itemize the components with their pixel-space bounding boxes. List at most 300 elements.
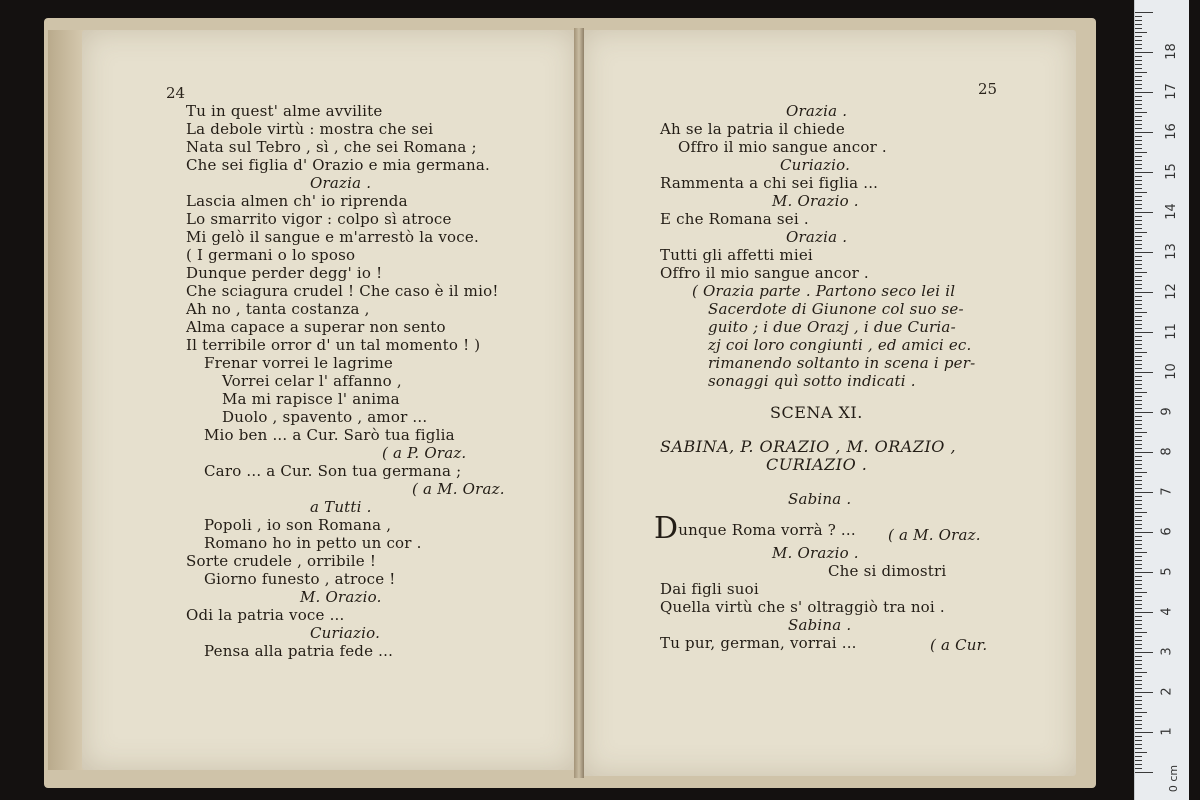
left-page-text-line (222, 390, 400, 408)
ruler-tick (1135, 396, 1142, 397)
ruler-tick (1135, 476, 1142, 477)
ruler-tick (1135, 200, 1142, 201)
left-page-text-line (300, 588, 382, 606)
ruler-tick (1135, 472, 1147, 473)
ruler-tick (1135, 560, 1142, 561)
ruler-tick (1135, 316, 1142, 317)
ruler-tick (1135, 128, 1142, 129)
ruler-number: 5 (1159, 567, 1175, 576)
ruler-tick (1135, 588, 1142, 589)
ruler-unit-label: 0 cm (1167, 764, 1181, 793)
ruler-number: 1 (1159, 727, 1175, 736)
ruler-tick (1135, 584, 1142, 585)
right-page-text-line (708, 300, 964, 318)
ruler-tick (1135, 720, 1142, 721)
right-page-text-line (786, 102, 847, 120)
ruler-tick (1135, 504, 1142, 505)
ruler-tick (1135, 112, 1147, 113)
ruler-tick (1135, 760, 1142, 761)
ruler-tick (1135, 220, 1142, 221)
ruler-number: 18 (1163, 43, 1179, 60)
left-page-number: 24 (166, 84, 186, 102)
ruler-tick (1135, 332, 1153, 333)
line-text: sonaggi quì sotto indicati . (708, 372, 916, 390)
left-page-text-line (310, 174, 371, 192)
line-text: ( a P. Oraz. (382, 444, 467, 462)
right-page-text-line (708, 354, 975, 372)
ruler-tick (1135, 280, 1142, 281)
ruler-tick (1135, 56, 1142, 57)
ruler-tick (1135, 264, 1142, 265)
ruler-tick (1135, 172, 1153, 173)
ruler-tick (1135, 704, 1142, 705)
ruler-tick (1135, 756, 1142, 757)
ruler-tick (1135, 380, 1142, 381)
ruler-number: 2 (1159, 687, 1175, 696)
ruler-tick (1135, 516, 1142, 517)
ruler-tick (1135, 480, 1142, 481)
ruler-tick (1135, 216, 1142, 217)
ruler-tick (1135, 464, 1142, 465)
ruler-tick (1135, 572, 1153, 573)
ruler-tick (1135, 668, 1142, 669)
line-text: Offro il mio sangue ancor . (678, 138, 887, 156)
line-text: E che Romana sei . (660, 210, 809, 228)
ruler-tick (1135, 768, 1142, 769)
ruler-tick (1135, 256, 1142, 257)
ruler-tick (1135, 508, 1142, 509)
ruler-tick (1135, 636, 1142, 637)
ruler-tick (1135, 708, 1142, 709)
ruler-tick (1135, 540, 1142, 541)
line-text: Orazia . (786, 228, 848, 246)
ruler-tick (1135, 528, 1142, 529)
line-text: Frenar vorrei le lagrime (204, 354, 393, 372)
line-text: Lo smarrito vigor : colpo sì atroce (186, 210, 452, 228)
ruler-tick (1135, 168, 1142, 169)
ruler-tick (1135, 700, 1142, 701)
right-page-text-line (828, 562, 946, 580)
ruler-tick (1135, 412, 1153, 413)
ruler-tick (1135, 24, 1142, 25)
right-page-text-line (660, 264, 869, 282)
left-page-text-line (204, 354, 393, 372)
line-text: Che sei figlia d' Orazio e mia germana. (186, 156, 490, 174)
ruler-tick (1135, 736, 1142, 737)
ruler-tick (1135, 376, 1142, 377)
ruler-tick (1135, 240, 1142, 241)
left-page-text-line (204, 516, 391, 534)
left-page-text-line (186, 282, 499, 300)
ruler-tick (1135, 652, 1153, 653)
ruler-tick (1135, 336, 1142, 337)
ruler-tick (1135, 192, 1147, 193)
line-text: Nata sul Tebro , sì , che sei Romana ; (186, 138, 477, 156)
line-text: Il terribile orror d' un tal momento ! ) (186, 336, 481, 354)
drop-cap: D (654, 511, 679, 546)
ruler-tick (1135, 592, 1147, 593)
ruler-tick (1135, 100, 1142, 101)
line-text: Giorno funesto , atroce ! (204, 570, 396, 588)
ruler-number: 16 (1163, 123, 1179, 140)
right-page-text-line (708, 336, 971, 354)
line-text: Rammenta a chi sei figlia ... (660, 174, 879, 192)
ruler-number: 13 (1163, 243, 1179, 260)
line-text: guito ; i due Orazj , i due Curia- (708, 318, 956, 336)
ruler-tick (1135, 40, 1142, 41)
ruler-tick (1135, 244, 1142, 245)
ruler-tick (1135, 184, 1142, 185)
ruler-tick (1135, 420, 1142, 421)
ruler-tick (1135, 232, 1147, 233)
line-text: Caro ... a Cur. Son tua germana ; (204, 462, 462, 480)
ruler-tick (1135, 204, 1142, 205)
line-text: Tutti gli affetti miei (660, 246, 813, 264)
ruler-tick (1135, 772, 1153, 773)
line-text: Ah no , tanta costanza , (186, 300, 370, 318)
ruler-tick (1135, 352, 1147, 353)
right-page-text-line (660, 120, 845, 138)
ruler-tick (1135, 764, 1142, 765)
ruler-tick (1135, 44, 1142, 45)
ruler-tick (1135, 520, 1142, 521)
ruler-tick (1135, 676, 1142, 677)
right-page-number: 25 (978, 80, 998, 98)
ruler-tick (1135, 624, 1142, 625)
measuring-ruler (1134, 0, 1189, 800)
ruler-tick (1135, 348, 1142, 349)
line-text: M. Orazio. (300, 588, 382, 606)
line-text: Orazia . (310, 174, 372, 192)
ruler-tick (1135, 368, 1142, 369)
ruler-tick (1135, 372, 1153, 373)
left-page-text-line (310, 624, 380, 642)
ruler-tick (1135, 484, 1142, 485)
ruler-tick (1135, 92, 1153, 93)
ruler-tick (1135, 384, 1142, 385)
ruler-tick (1135, 696, 1142, 697)
ruler-tick (1135, 52, 1153, 53)
line-text: Offro il mio sangue ancor . (660, 264, 869, 282)
ruler-tick (1135, 648, 1142, 649)
ruler-tick (1135, 468, 1142, 469)
ruler-tick (1135, 20, 1142, 21)
line-text: Dai figli suoi (660, 580, 759, 598)
left-page-text-line (186, 138, 477, 156)
ruler-tick (1135, 596, 1142, 597)
ruler-number: 4 (1159, 607, 1175, 616)
ruler-tick (1135, 404, 1142, 405)
ruler-tick (1135, 16, 1142, 17)
line-text: unque Roma vorrà ? ... (678, 521, 856, 539)
line-text: ( a M. Oraz. (888, 526, 981, 544)
ruler-tick (1135, 568, 1142, 569)
ruler-tick (1135, 640, 1142, 641)
line-text: Duolo , spavento , amor ... (222, 408, 428, 426)
ruler-tick (1135, 272, 1147, 273)
ruler-tick (1135, 392, 1147, 393)
book-gutter (574, 28, 584, 778)
left-page-text-line (186, 300, 370, 318)
ruler-tick (1135, 388, 1142, 389)
line-text: ( a M. Oraz. (412, 480, 505, 498)
ruler-tick (1135, 580, 1142, 581)
right-page-text-line (660, 634, 857, 652)
right-page-text-line (660, 598, 945, 616)
ruler-tick (1135, 72, 1147, 73)
right-page-text-line (654, 511, 856, 546)
ruler-tick (1135, 524, 1142, 525)
left-page-text-line (186, 120, 433, 138)
ruler-tick (1135, 344, 1142, 345)
ruler-number: 9 (1159, 407, 1175, 416)
ruler-tick (1135, 116, 1142, 117)
line-text: Curiazio. (310, 624, 381, 642)
left-page-text-line (412, 480, 505, 498)
line-text: Ma mi rapisce l' anima (222, 390, 400, 408)
ruler-tick (1135, 180, 1142, 181)
ruler-tick (1135, 104, 1142, 105)
ruler-tick (1135, 500, 1142, 501)
right-page-text-line (788, 490, 851, 508)
ruler-tick (1135, 556, 1142, 557)
line-text: SABINA, P. ORAZIO , M. ORAZIO , (660, 437, 957, 456)
ruler-tick (1135, 312, 1147, 313)
line-text: Pensa alla patria fede ... (204, 642, 394, 660)
ruler-tick (1135, 224, 1142, 225)
right-page-text-line (772, 192, 859, 210)
left-page-text-line (186, 246, 355, 264)
ruler-tick (1135, 208, 1142, 209)
ruler-tick (1135, 740, 1142, 741)
line-text: Che sciagura crudel ! Che caso è il mio! (186, 282, 499, 300)
left-page-text-line (204, 642, 393, 660)
right-page-text-line (678, 138, 887, 156)
ruler-tick (1135, 432, 1147, 433)
left-page-text-line (186, 264, 382, 282)
ruler-tick (1135, 600, 1142, 601)
line-text: Sabina . (788, 616, 852, 634)
right-page-text-line (888, 526, 981, 544)
ruler-tick (1135, 88, 1142, 89)
ruler-tick (1135, 296, 1142, 297)
left-page-text-line (382, 444, 466, 462)
ruler-tick (1135, 408, 1142, 409)
left-page-text-line (204, 462, 461, 480)
left-page-text-line (186, 102, 382, 120)
ruler-number: 8 (1159, 447, 1175, 456)
line-text: Orazia . (786, 102, 848, 120)
ruler-tick (1135, 360, 1142, 361)
left-page-text-line (186, 552, 376, 570)
line-text: ( I germani o lo sposo (186, 246, 356, 264)
ruler-tick (1135, 132, 1153, 133)
ruler-tick (1135, 144, 1142, 145)
right-page-text-line (660, 174, 878, 192)
ruler-tick (1135, 416, 1142, 417)
ruler-tick (1135, 544, 1142, 545)
right-page-text-line (660, 246, 813, 264)
right-page-text-line (930, 636, 987, 654)
ruler-tick (1135, 340, 1142, 341)
ruler-tick (1135, 76, 1142, 77)
line-text: Curiazio. (780, 156, 851, 174)
ruler-tick (1135, 136, 1142, 137)
ruler-tick (1135, 124, 1142, 125)
ruler-tick (1135, 620, 1142, 621)
ruler-tick (1135, 444, 1142, 445)
ruler-number: 14 (1163, 203, 1179, 220)
right-page-text-line (660, 580, 759, 598)
left-page-text-line (204, 570, 396, 588)
ruler-tick (1135, 608, 1142, 609)
ruler-tick (1135, 616, 1142, 617)
ruler-tick (1135, 356, 1142, 357)
line-text: Romano ho in petto un cor . (204, 534, 422, 552)
ruler-tick (1135, 604, 1142, 605)
ruler-tick (1135, 284, 1142, 285)
line-text: zj coi loro congiunti , ed amici ec. (708, 336, 972, 354)
ruler-tick (1135, 496, 1142, 497)
ruler-tick (1135, 644, 1142, 645)
ruler-tick (1135, 292, 1153, 293)
ruler-tick (1135, 660, 1142, 661)
ruler-tick (1135, 448, 1142, 449)
ruler-tick (1135, 628, 1142, 629)
right-page-text-line (708, 318, 956, 336)
right-page-text-line (772, 544, 859, 562)
right-page-text-line (766, 456, 867, 474)
right-page-text-line (692, 282, 955, 300)
ruler-tick (1135, 744, 1142, 745)
ruler-tick (1135, 612, 1153, 613)
ruler-tick (1135, 96, 1142, 97)
ruler-tick (1135, 152, 1147, 153)
right-page-text-line (786, 228, 847, 246)
ruler-tick (1135, 664, 1142, 665)
ruler-tick (1135, 84, 1142, 85)
ruler-tick (1135, 28, 1142, 29)
ruler-tick (1135, 12, 1153, 13)
ruler-tick (1135, 548, 1142, 549)
ruler-tick (1135, 196, 1142, 197)
ruler-tick (1135, 140, 1142, 141)
right-page-text-line (780, 156, 850, 174)
ruler-tick (1135, 536, 1142, 537)
ruler-number: 12 (1163, 283, 1179, 300)
ruler-tick (1135, 320, 1142, 321)
line-text: Dunque perder degg' io ! (186, 264, 383, 282)
ruler-tick (1135, 748, 1142, 749)
ruler-tick (1135, 80, 1142, 81)
left-page-text-line (204, 534, 422, 552)
ruler-number: 17 (1163, 83, 1179, 100)
line-text: CURIAZIO . (766, 455, 868, 474)
ruler-tick (1135, 328, 1142, 329)
line-text: Sacerdote di Giunone col suo se- (708, 300, 964, 318)
line-text: Tu in quest' alme avvilite (186, 102, 383, 120)
ruler-number: 6 (1159, 527, 1175, 536)
ruler-tick (1135, 684, 1142, 685)
left-page-text-line (186, 336, 480, 354)
ruler-tick (1135, 60, 1142, 61)
ruler-tick (1135, 492, 1153, 493)
left-page-text-line (222, 372, 402, 390)
ruler-tick (1135, 724, 1142, 725)
line-text: Sorte crudele , orribile ! (186, 552, 377, 570)
ruler-tick (1135, 512, 1147, 513)
ruler-tick (1135, 212, 1153, 213)
ruler-tick (1135, 156, 1142, 157)
ruler-tick (1135, 712, 1147, 713)
ruler-tick (1135, 692, 1153, 693)
left-page-text-line (186, 228, 479, 246)
ruler-tick (1135, 728, 1142, 729)
ruler-tick (1135, 364, 1142, 365)
ruler-tick (1135, 576, 1142, 577)
left-page-text-line (186, 210, 452, 228)
line-text: rimanendo soltanto in scena i per- (708, 354, 976, 372)
ruler-tick (1135, 452, 1153, 453)
right-page-text-line (660, 210, 809, 228)
ruler-tick (1135, 672, 1147, 673)
ruler-tick (1135, 688, 1142, 689)
line-text: Odi la patria voce ... (186, 606, 345, 624)
left-page-text-line (310, 498, 372, 516)
left-page-text-line (186, 156, 490, 174)
ruler-tick (1135, 532, 1153, 533)
ruler-tick (1135, 248, 1142, 249)
ruler-tick (1135, 324, 1142, 325)
ruler-tick (1135, 436, 1142, 437)
line-text: ( Orazia parte . Partono seco lei il (692, 282, 956, 300)
ruler-number: 7 (1159, 487, 1175, 496)
line-text: Ah se la patria il chiede (660, 120, 845, 138)
line-text: Quella virtù che s' oltraggiò tra noi . (660, 598, 945, 616)
right-page-text-line (788, 616, 851, 634)
line-text: M. Orazio . (772, 544, 859, 562)
ruler-tick (1135, 120, 1142, 121)
ruler-tick (1135, 164, 1142, 165)
ruler-number: 10 (1163, 363, 1179, 380)
ruler-tick (1135, 228, 1142, 229)
ruler-tick (1135, 32, 1147, 33)
line-text: Tu pur, german, vorrai ... (660, 634, 857, 652)
line-text: M. Orazio . (772, 192, 859, 210)
line-text: Lascia almen ch' io riprenda (186, 192, 408, 210)
ruler-tick (1135, 488, 1142, 489)
right-page-text-line (708, 372, 916, 390)
ruler-tick (1135, 276, 1142, 277)
ruler-number: 15 (1163, 163, 1179, 180)
ruler-tick (1135, 252, 1153, 253)
ruler-tick (1135, 304, 1142, 305)
line-text: Popoli , io son Romana , (204, 516, 392, 534)
left-page-text-line (186, 606, 344, 624)
ruler-tick (1135, 656, 1142, 657)
ruler-tick (1135, 428, 1142, 429)
ruler-tick (1135, 160, 1142, 161)
ruler-number: 11 (1163, 323, 1179, 340)
ruler-tick (1135, 268, 1142, 269)
ruler-tick (1135, 48, 1142, 49)
ruler-tick (1135, 188, 1142, 189)
ruler-tick (1135, 716, 1142, 717)
ruler-tick (1135, 752, 1147, 753)
ruler-tick (1135, 176, 1142, 177)
ruler-tick (1135, 68, 1142, 69)
ruler-tick (1135, 732, 1153, 733)
